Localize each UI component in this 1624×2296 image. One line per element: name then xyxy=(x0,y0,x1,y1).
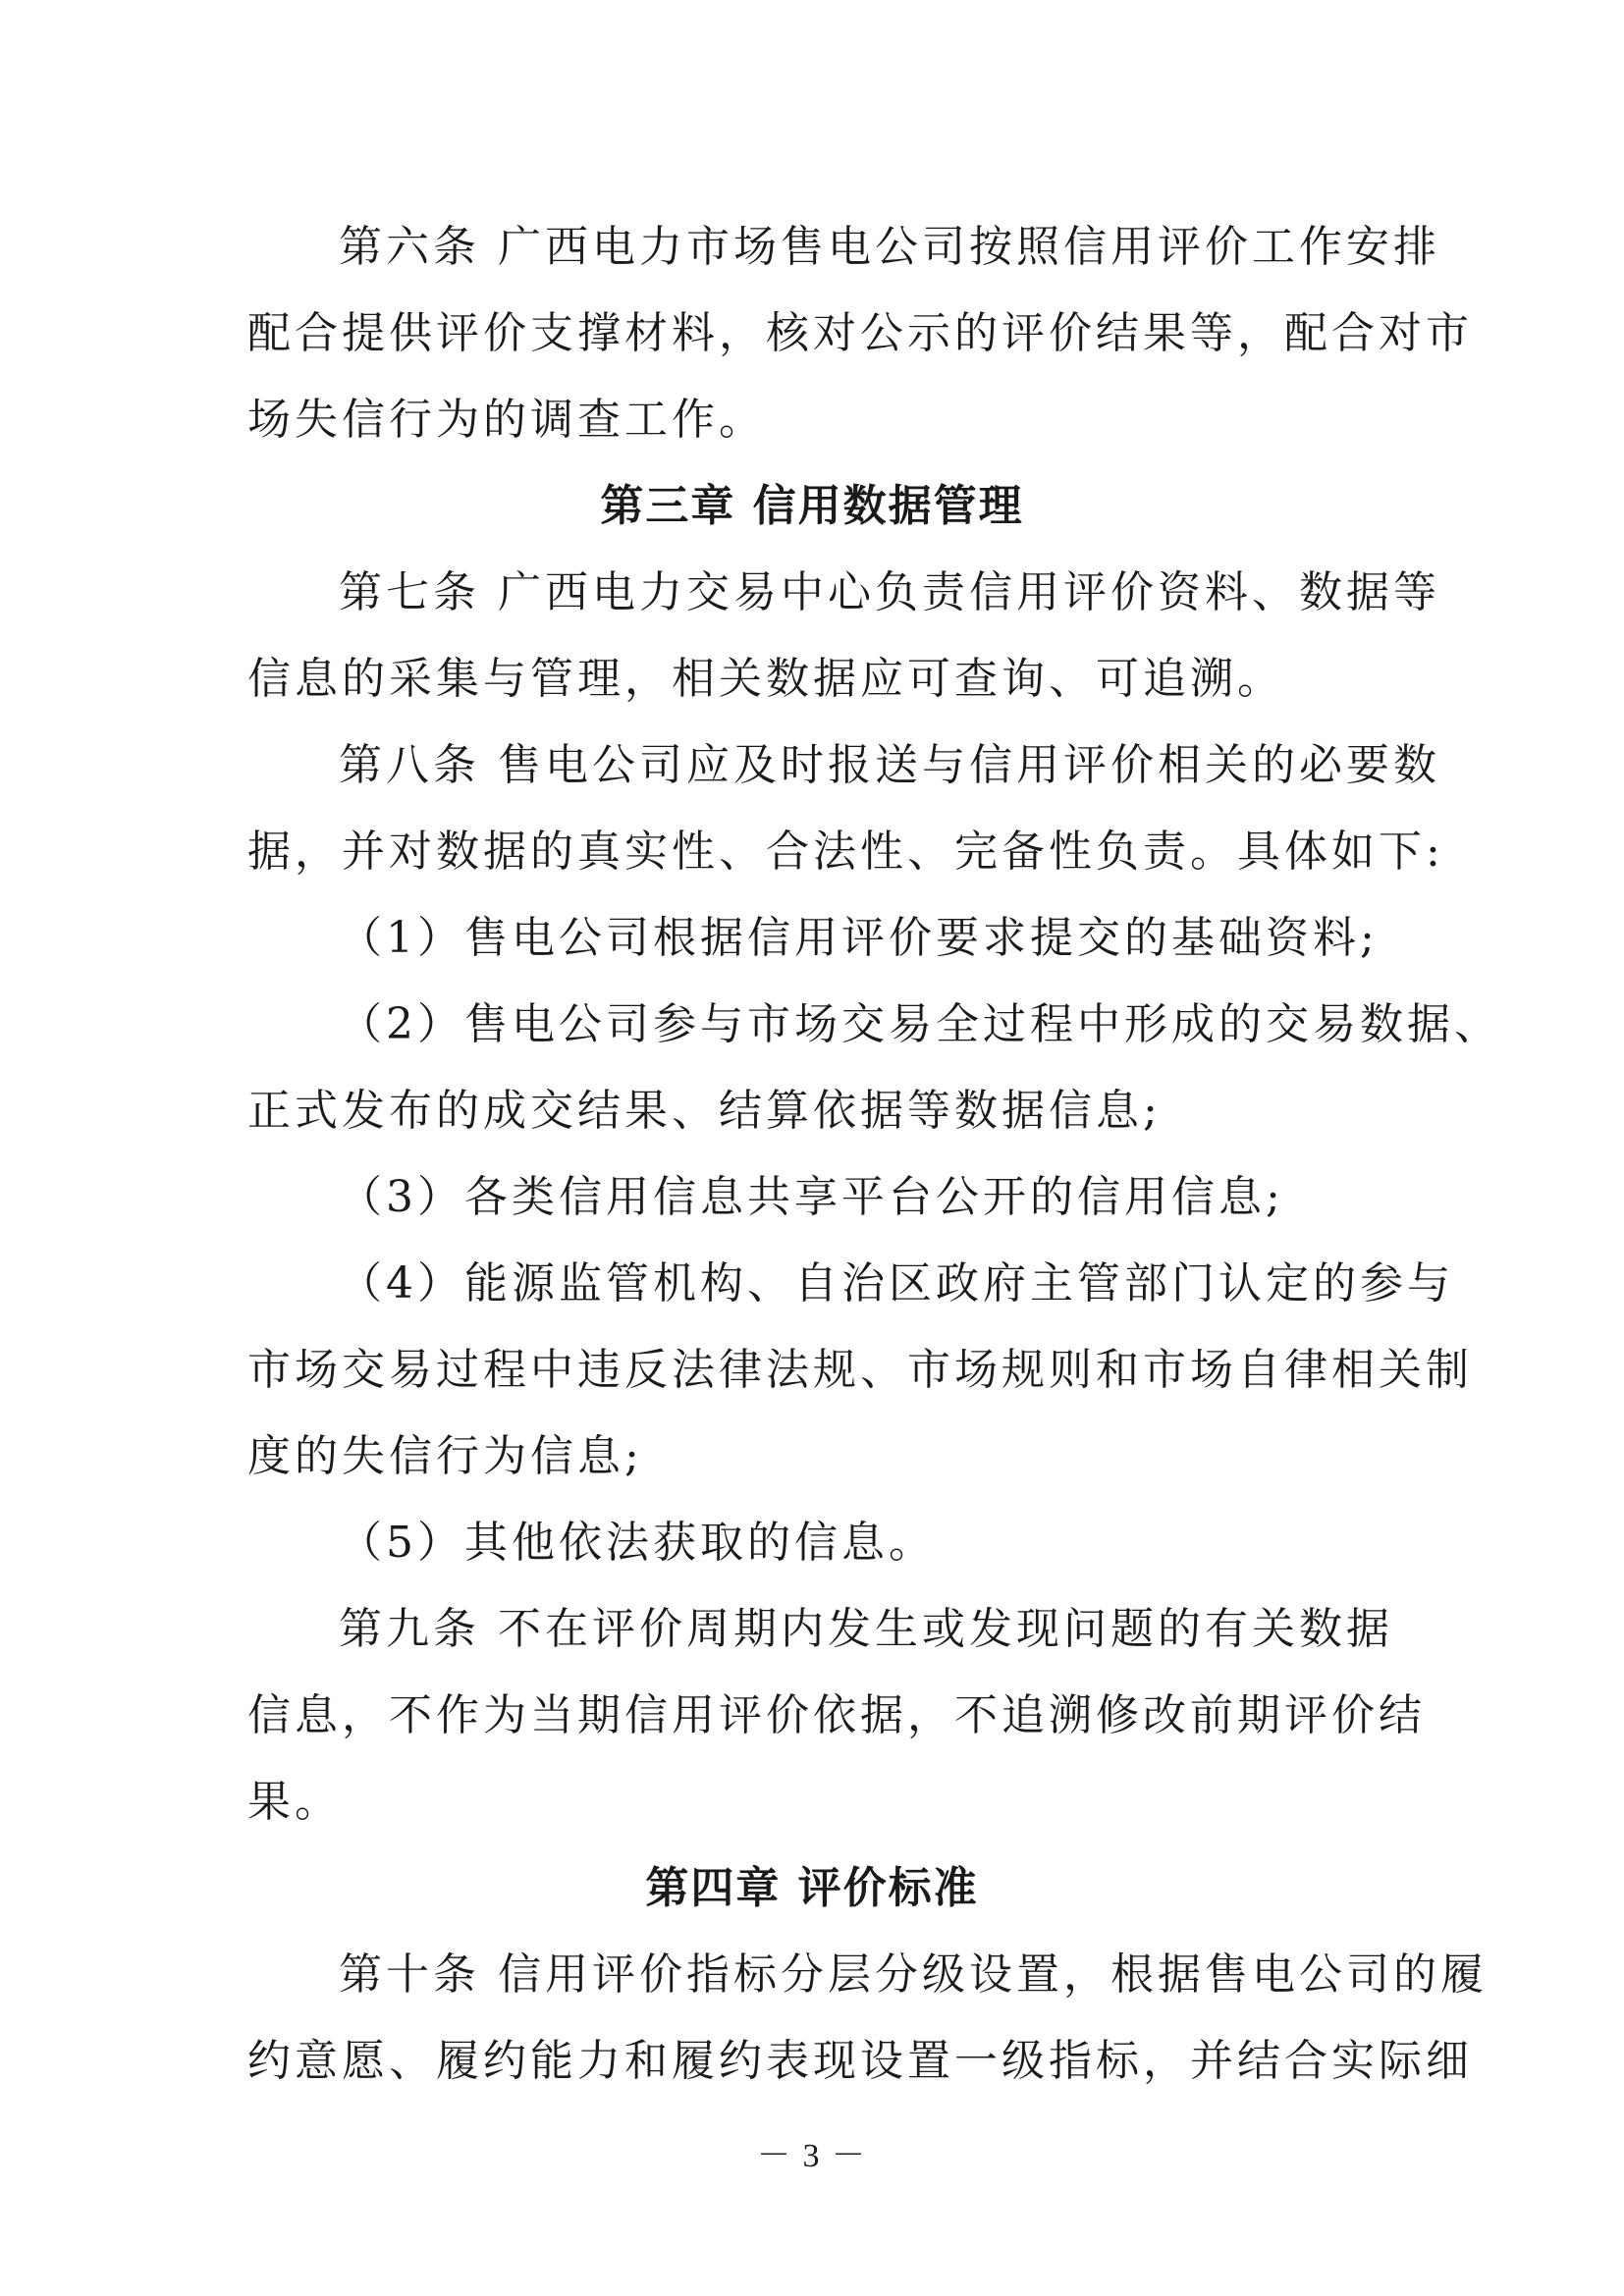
article-10-line-1: 第十条 信用评价指标分层分级设置，根据售电公司的履 xyxy=(339,1949,1488,2000)
chapter-4-heading: 第四章 评价标准 xyxy=(645,1863,979,1913)
item-4-line-2: 市场交易过程中违反法律法规、市场规则和市场自律相关制 xyxy=(247,1345,1473,1395)
article-9-line-3: 果。 xyxy=(247,1777,342,1827)
item-1: （1）售电公司根据信用评价要求提交的基础资料; xyxy=(339,913,1379,963)
item-4-line-3: 度的失信行为信息; xyxy=(247,1431,643,1481)
article-6-line-3: 场失信行为的调查工作。 xyxy=(247,395,766,445)
article-6-line-1: 第六条 广西电力市场售电公司按照信用评价工作安排 xyxy=(339,222,1440,272)
item-2-line-2: 正式发布的成交结果、结算依据等数据信息; xyxy=(247,1086,1162,1136)
item-5: （5）其他依法获取的信息。 xyxy=(339,1518,936,1568)
article-7-line-1: 第七条 广西电力交易中心负责信用评价资料、数据等 xyxy=(339,567,1440,617)
article-6-line-2: 配合提供评价支撑材料，核对公示的评价结果等，配合对市 xyxy=(247,308,1473,358)
article-7-line-2: 信息的采集与管理，相关数据应可查询、可追溯。 xyxy=(247,654,1284,704)
article-9-line-2: 信息，不作为当期信用评价依据，不追溯修改前期评价结 xyxy=(247,1690,1426,1740)
item-2-line-1: （2）售电公司参与市场交易全过程中形成的交易数据、 xyxy=(339,999,1501,1049)
article-10-line-2: 约意愿、履约能力和履约表现设置一级指标，并结合实际细 xyxy=(247,2036,1473,2086)
chapter-3-heading: 第三章 信用数据管理 xyxy=(600,481,1024,531)
article-8-line-1: 第八条 售电公司应及时报送与信用评价相关的必要数 xyxy=(339,740,1440,790)
article-9-line-1: 第九条 不在评价周期内发生或发现问题的有关数据 xyxy=(339,1604,1393,1654)
page-number: － 3 － xyxy=(757,2138,867,2174)
article-8-line-2: 据，并对数据的真实性、合法性、完备性负责。具体如下: xyxy=(247,827,1444,877)
item-3: （3）各类信用信息共享平台公开的信用信息; xyxy=(339,1172,1284,1222)
item-4-line-1: （4）能源监管机构、自治区政府主管部门认定的参与 xyxy=(339,1258,1454,1308)
